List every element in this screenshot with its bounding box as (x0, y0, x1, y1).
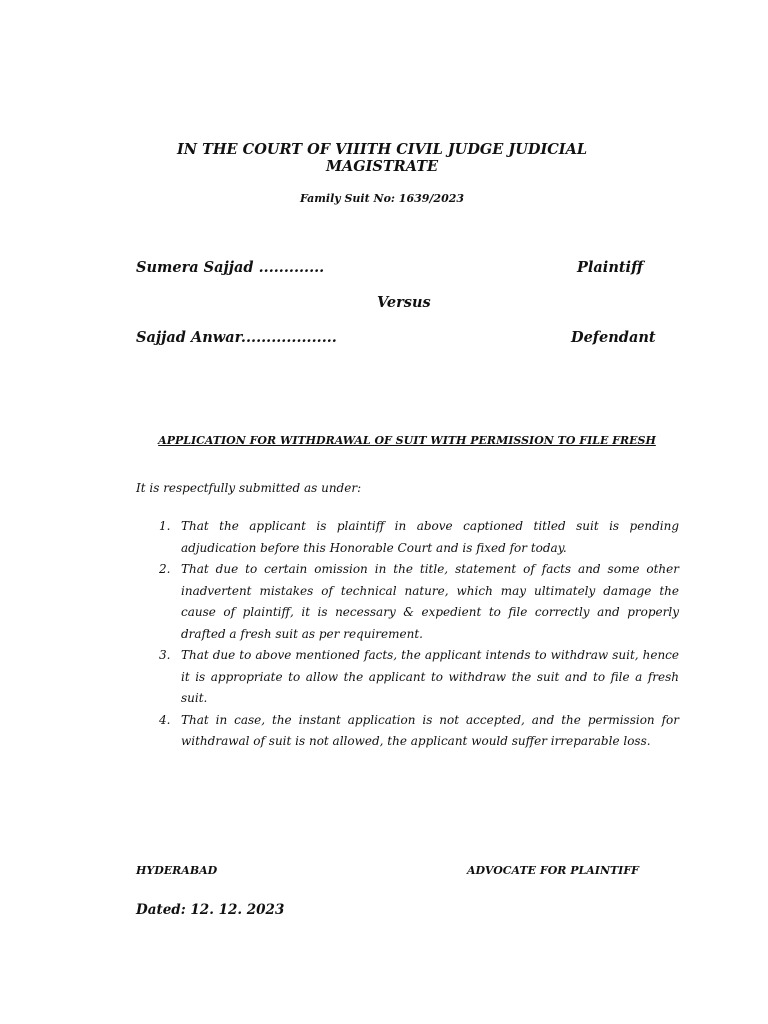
defendant-name: Sajjad Anwar................... (136, 329, 337, 346)
list-item (136, 559, 679, 645)
list-item-number: 3. (159, 648, 171, 662)
points-list (136, 516, 679, 753)
defendant-role: Defendant (571, 329, 656, 346)
versus-label: Versus (377, 294, 431, 311)
list-item-number: 4. (159, 712, 171, 727)
list-item-text: That in case, the instant application is not accepted, and the permission for withdrawal of suit is not allowed, the applicant would suffer irreparable loss. (181, 712, 679, 748)
plaintiff-role: Plaintiff (577, 259, 644, 276)
intro-text: It is respectfully submitted as under: (136, 481, 362, 495)
date-label: Dated: 12. 12. 2023 (136, 902, 285, 918)
list-item-text: That due to certain omission in the title, statement of facts and some other inadvertent mistakes of technical nature, which may ultimately damage the cause of plaintiff, it is necessary & expedient to file correctly and properly drafted a fresh suit as per requirement. (181, 562, 679, 641)
list-item (136, 645, 679, 710)
court-title: IN THE COURT OF VIIITH CIVIL JUDGE JUDICIAL MAGISTRATE (176, 141, 588, 175)
plaintiff-name: Sumera Sajjad ............. (136, 259, 325, 276)
list-item (136, 516, 679, 559)
list-item-number: 2. (159, 562, 171, 576)
suit-number: Family Suit No: 1639/2023 (299, 192, 465, 205)
list-item-text: That the applicant is plaintiff in above captioned titled suit is pending adjudication before this Honorable Court and is fixed for today. (181, 519, 679, 555)
place-label: HYDERABAD (136, 864, 218, 877)
application-title: APPLICATION FOR WITHDRAWAL OF SUIT WITH PERMISSION TO FILE FRESH (158, 434, 656, 447)
list-item-number: 1. (159, 519, 171, 533)
advocate-label: ADVOCATE FOR PLAINTIFF (467, 864, 639, 877)
list-item (136, 710, 679, 753)
list-item-text: That due to above mentioned facts, the applicant intends to withdraw suit, hence it is appropriate to allow the applicant to withdraw the suit and to file a fresh suit. (181, 648, 679, 705)
